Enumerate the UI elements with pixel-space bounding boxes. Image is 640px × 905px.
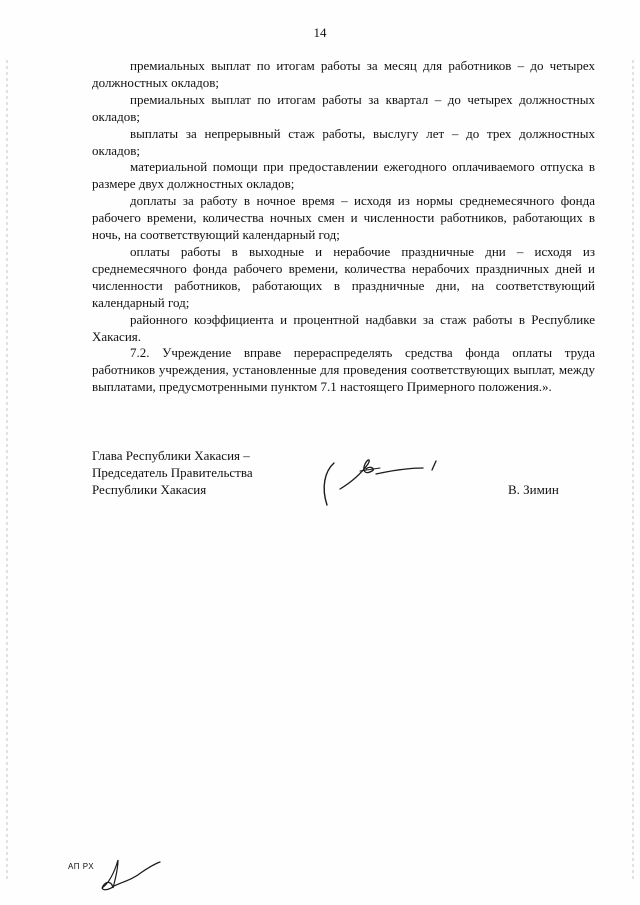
- paragraph-clause-7-2: 7.2. Учреждение вправе перераспределять средства фонда оплаты труда работников учреждения, установленные для проведения соответствующих выплат, между выплатами, предусмотренными пунктом 7.1 настоящего Примерного положения.».: [92, 345, 595, 395]
- signatory-title-line-2: Председатель Правительства: [92, 465, 253, 480]
- registration-stamp: АП РХ: [68, 862, 95, 871]
- paragraph-monthly-bonus: премиальных выплат по итогам работы за месяц для работников – до четырех должностных окладов;: [92, 58, 595, 90]
- paragraph-material-aid: материальной помощи при предоставлении ежегодного оплачиваемого отпуска в размере двух должностных окладов;: [92, 159, 595, 192]
- signature-block: [92, 447, 595, 507]
- paragraph-holiday-work: оплаты работы в выходные и нерабочие праздничные дни – исходя из среднемесячного фонда рабочего времени, количества нерабочих праздничных дней и численности работников, работающих в праздничные дни, на соответствующий календарный год;: [92, 243, 595, 310]
- scan-margin-left: [6, 60, 8, 880]
- handwritten-signature-icon: [318, 453, 448, 511]
- paragraph-seniority-pay: выплаты за непрерывный стаж работы, выслугу лет – до трех должностных окладов;: [92, 125, 595, 158]
- paragraph-regional-coefficient: районного коэффициента и процентной надбавки за стаж работы в Республике Хакасия.: [92, 311, 595, 344]
- handwritten-initials-icon: [96, 856, 166, 894]
- scan-margin-right: [632, 60, 634, 880]
- signatory-name: В. Зимин: [508, 482, 559, 497]
- signatory-title-line-3: Республики Хакасия: [92, 482, 207, 497]
- paragraph-night-work: доплаты за работу в ночное время – исходя из нормы среднемесячного фонда рабочего времени, количества ночных смен и численности работников, работающих в ночь, на соответствующий календарный год;: [92, 193, 595, 243]
- document-body: [92, 58, 595, 396]
- paragraph-quarterly-bonus: премиальных выплат по итогам работы за квартал – до четырех должностных окладов;: [92, 91, 595, 124]
- page-number: 14: [313, 25, 327, 40]
- signatory-title-line-1: Глава Республики Хакасия –: [92, 448, 250, 463]
